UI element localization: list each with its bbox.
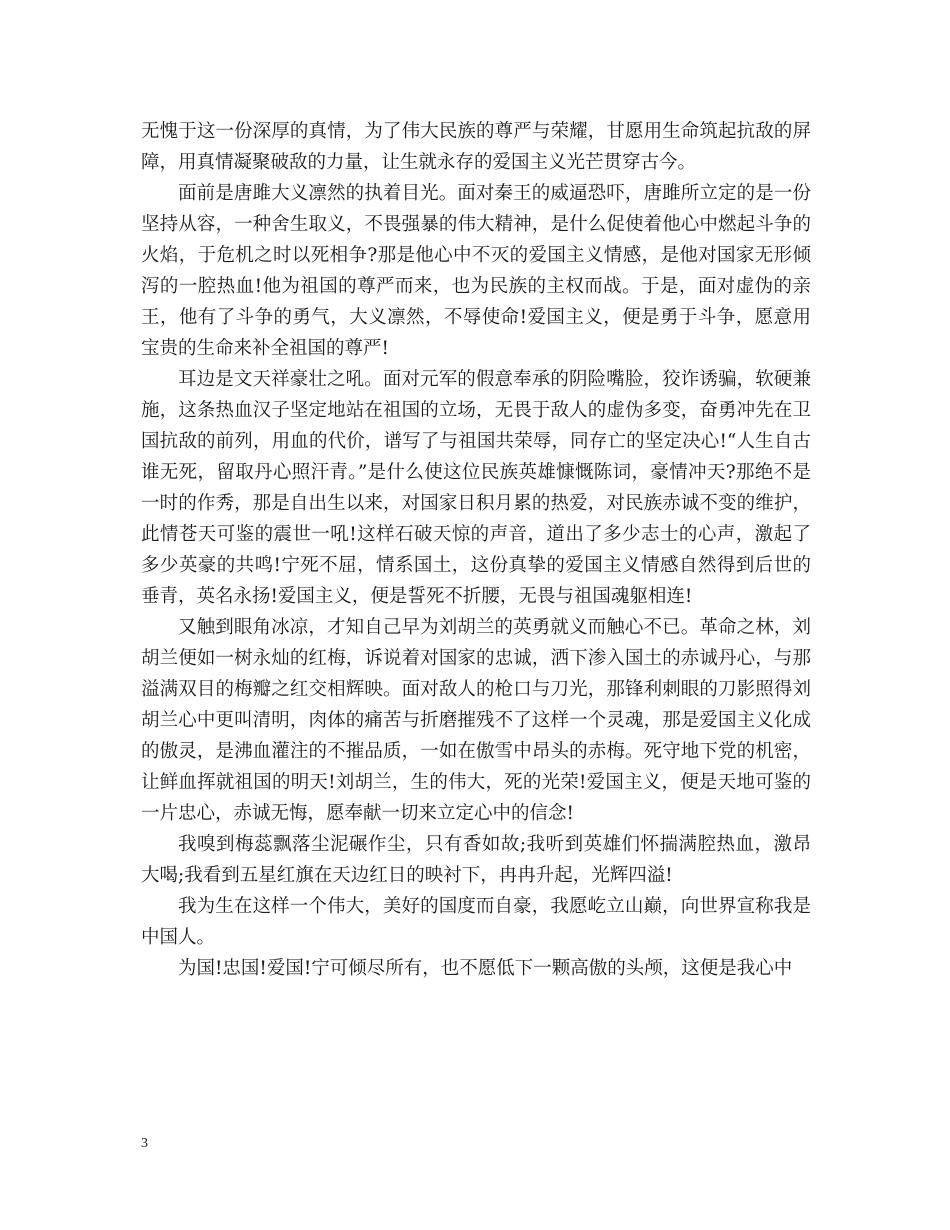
paragraph-1: 无愧于这一份深厚的真情，为了伟大民族的尊严与荣耀，甘愿用生命筑起抗敌的屏障，用真情凝聚破敌的力量，让生就永存的爱国主义光芒贯穿古今。: [141, 121, 811, 173]
paragraph-7: 为国!忠国!爱国!宁可倾尽所有，也不愿低下一颗高傲的头颅，这便是我心中: [178, 958, 793, 979]
paragraph-3: 耳边是文天祥豪壮之吼。面对元军的假意奉承的阴险嘴脸，狡诈诱骗，软硬兼施，这条热血汉子坚定地站在祖国的立场，无畏于敌人的虚伪多变，奋勇冲先在卫国抗敌的前列，用血的代价，谱写了与祖国共荣辱，同存亡的坚定决心!“人生自古谁无死，留取丹心照汗青。”是什么使这位民族英雄慷慨陈词，豪情冲天?那绝不是一时的作秀，那是自出生以来，对国家日积月累的热爱，对民族赤诚不变的维护，此情苍天可鉴的震世一吼!这样石破天惊的声音，道出了多少志士的心声，激起了多少英豪的共鸣!宁死不屈，情系国土，这份真挚的爱国主义情感自然得到后世的垂青，英名永扬!爱国主义，便是誓死不折腰，无畏与祖国魂躯相连!: [141, 369, 812, 607]
page-number: 3: [141, 1136, 148, 1151]
paragraph-4: 又触到眼角冰凉，才知自己早为刘胡兰的英勇就义而触心不已。革命之林，刘胡兰便如一树永灿的红梅，诉说着对国家的忠诚，洒下渗入国土的赤诚丹心，与那溢满双目的梅瓣之红交相辉映。面对敌人的枪口与刀光，那锋利刺眼的刀影照得刘胡兰心中更叫清明，肉体的痛苦与折磨摧残不了这样一个灵魂，那是爱国主义化成的傲灵，是沸血灌注的不摧品质，一如在傲雪中昂头的赤梅。死守地下党的机密，让鲜血挥就祖国的明天!刘胡兰，生的伟大，死的光荣!爱国主义，便是天地可鉴的一片忠心，赤诚无悔，愿奉献一切来立定心中的信念!: [141, 617, 811, 824]
paragraph-6: 我为生在这样一个伟大，美好的国度而自豪，我愿屹立山巅，向世界宣称我是中国人。: [141, 896, 811, 948]
body-text: [141, 116, 811, 984]
paragraph-2: 面前是唐雎大义凛然的执着目光。面对秦王的威逼恐吓，唐雎所立定的是一份坚持从容，一种舍生取义，不畏强暴的伟大精神，是什么促使着他心中燃起斗争的火焰，于危机之时以死相争?那是他心中不灭的爱国主义情感，是他对国家无形倾泻的一腔热血!他为祖国的尊严而来，也为民族的主权而战。于是，面对虚伪的亲王，他有了斗争的勇气，大义凛然，不辱使命!爱国主义，便是勇于斗争，愿意用宝贵的生命来补全祖国的尊严!: [141, 183, 811, 359]
paragraph-5: 我嗅到梅蕊飘落尘泥碾作尘，只有香如故;我听到英雄们怀揣满腔热血，激昂大喝;我看到五星红旗在天边红日的映衬下，冉冉升起，光辉四溢!: [141, 834, 811, 886]
